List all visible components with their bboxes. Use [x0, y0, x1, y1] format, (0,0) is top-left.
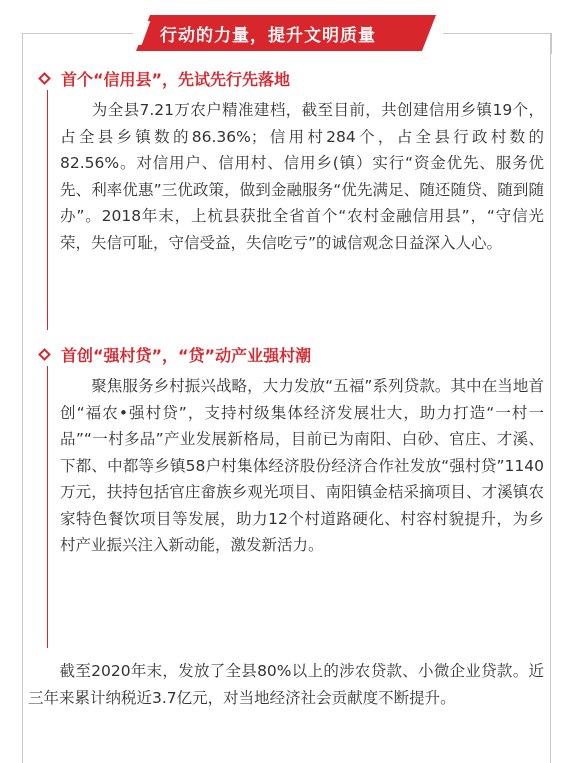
- closing-paragraph: 截至2020年末，发放了全县80%以上的涉农贷款、小微企业贷款。近三年来累计纳税近3.7亿元，对当地经济社会贡献度不断提升。: [28, 662, 544, 707]
- section-paragraph: 聚焦服务乡村振兴战略，大力发放“五福”系列贷款。其中在当地首创“福农•强村贷”，支持村级集体经济发展壮大，助力打造“一村一品”“一村多品”产业发展新格局，目前已为南阳、白砂、官庄、才溪、下都、中都等乡镇58户村集体经济股份经济合作社发放“强村贷”1140万元，扶持包括官庄畲族乡观光项目、南阳镇金桔采摘项目、才溪镇农家特色餐饮项目等发展，助力12个村道路硬化、村容村貌提升，为乡村产业振兴注入新动能，激发新活力。: [60, 377, 544, 554]
- diamond-bullet-icon: [38, 72, 51, 85]
- frame-left-border: [22, 33, 23, 763]
- frame-right-border: [550, 33, 551, 763]
- section-vertical-rule: [47, 90, 48, 330]
- section-vertical-rule: [47, 366, 48, 648]
- section-paragraph: 为全县7.21万农户精准建档，截至目前，共创建信用乡镇19个，占全县乡镇数的86.36%；信用村284个，占全县行政村数的82.56%。对信用户、信用村、信用乡(镇）实行“资金优先、服务优先、利率优惠”三优政策，做到金融服务“优先满足、随还随贷、随到随办”。2018年末，上杭县获批全省首个“农村金融信用县”，“守信光荣，失信可耻，守信受益，失信吃亏”的诚信观念日益深入人心。: [60, 101, 544, 252]
- section-heading-text: 首创“强村贷”，“贷”动产业强村潮: [61, 345, 312, 365]
- section-heading-text: 首个“信用县”，先试先行先落地: [61, 69, 291, 89]
- section-heading-credit-county: [38, 66, 290, 90]
- diamond-bullet-icon: [38, 348, 51, 361]
- section-heading-village-loan: [38, 342, 311, 366]
- banner-title: 行动的力量，提升文明质量: [160, 25, 376, 46]
- section-banner: [136, 15, 436, 51]
